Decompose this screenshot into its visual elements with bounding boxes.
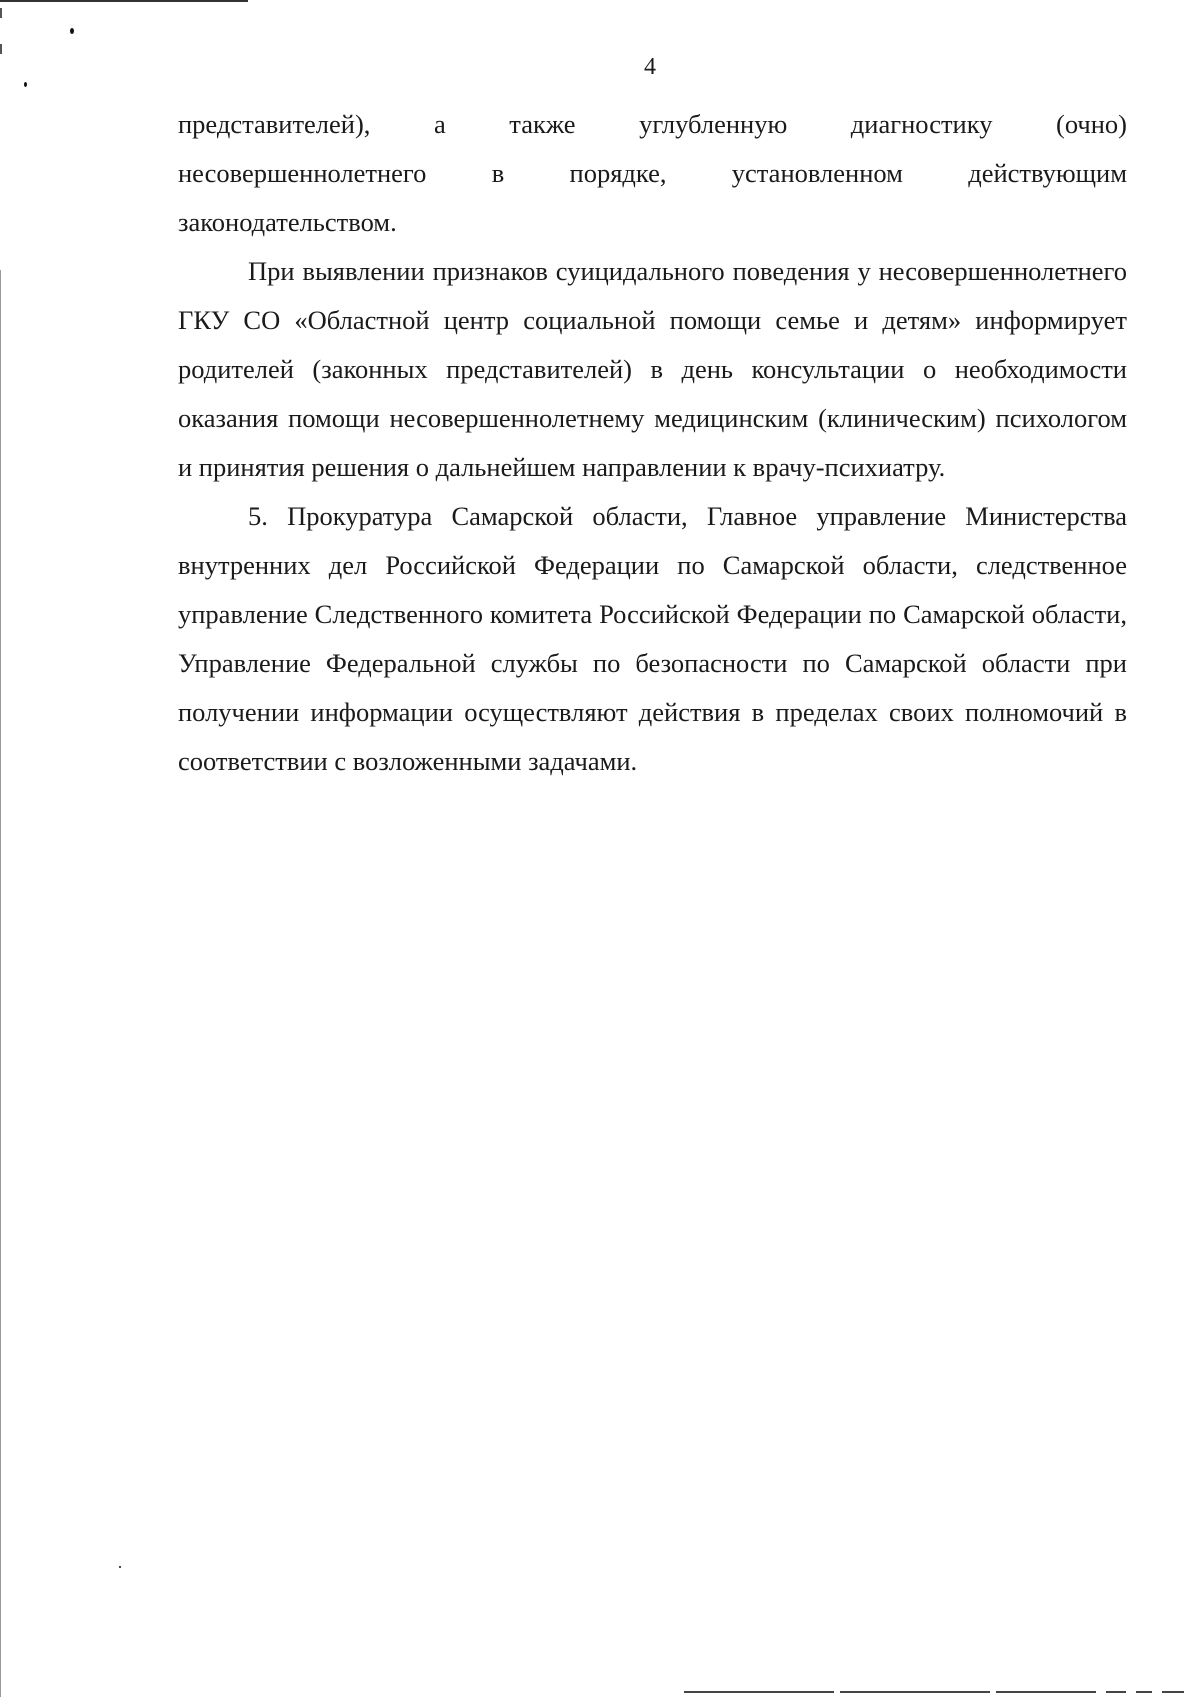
scan-speck (119, 1566, 121, 1568)
paragraph-item-5: 5. Прокуратура Самарской области, Главное управление Министерства внутренних дел Российской Федерации по Самарской области, следственное управление Следственного комитета Российской Федерации по Самарской области, Управление Федеральной службы по безопасности по Самарской области при получении информации осуществляют действия в пределах своих полномочий в соответствии с возложенными задачами. (178, 501, 1127, 776)
scan-edge-left (0, 270, 1, 1697)
scan-mark (0, 8, 2, 18)
document-body (178, 100, 1127, 786)
page-number: 4 (644, 54, 656, 80)
paragraph-suicidal-behavior: При выявлении признаков суицидального поведения у несовершеннолетнего ГКУ СО «Областной центр социальной помощи семье и детям» информирует родителей (законных представителей) в день консультации о необходимости оказания помощи несовершеннолетнему медицинским (клиническим) психологом и принятия решения о дальнейшем направлении к врачу-психиатру. (178, 256, 1127, 482)
scan-edge-bottom (1106, 1691, 1126, 1693)
scan-edge-bottom (840, 1691, 990, 1693)
text-line: представителей), а также углубленную диагностику (очно) (178, 109, 1127, 139)
paragraph-continued (178, 100, 1127, 247)
text-line: законодательством. (178, 207, 397, 237)
scan-edge-bottom (1162, 1691, 1184, 1693)
scan-edge-bottom (996, 1691, 1096, 1693)
scan-speck (70, 28, 74, 34)
scan-edge-bottom (684, 1691, 834, 1693)
scan-edge-bottom (1136, 1691, 1152, 1693)
scan-speck (24, 82, 27, 87)
scan-edge-top (0, 0, 248, 2)
text-line: несовершеннолетнего в порядке, установленном действующим (178, 158, 1127, 188)
